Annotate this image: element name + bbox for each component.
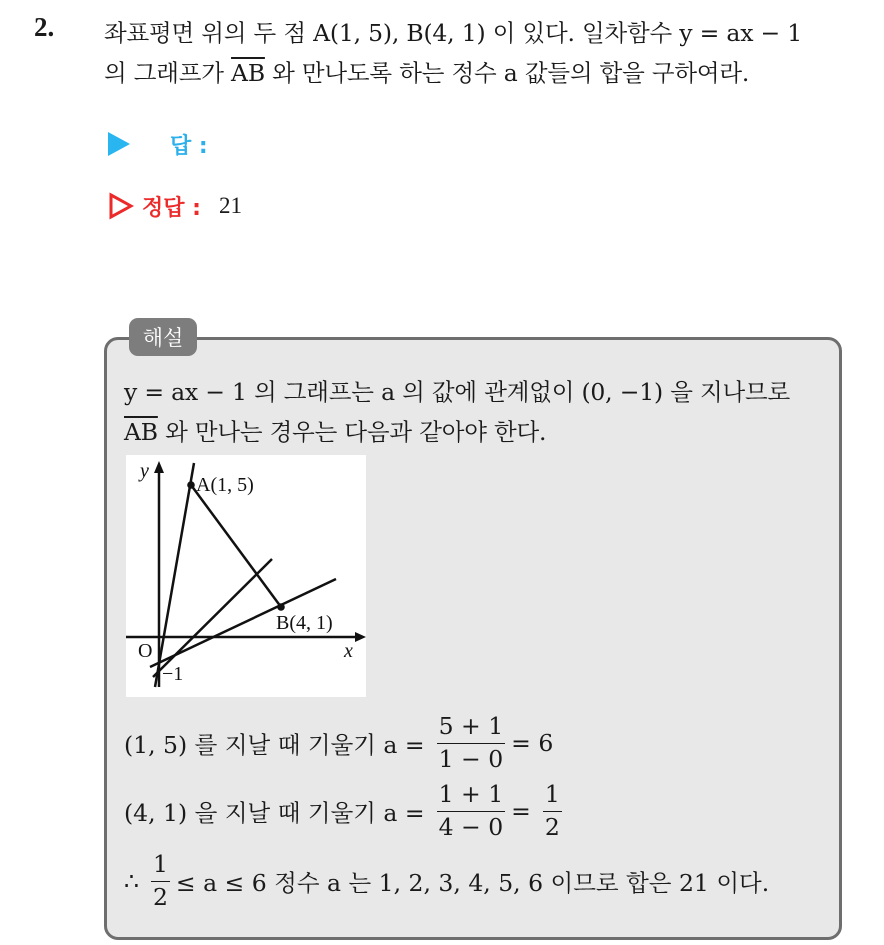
- line-graph: [126, 455, 366, 697]
- slope-row-2: [124, 778, 568, 844]
- solution-tag: 해설: [129, 318, 197, 356]
- conclusion-fraction: [151, 851, 170, 910]
- correct-answer-value: 21: [218, 193, 242, 218]
- slope-row-2-fraction: [437, 781, 506, 840]
- slope-row-2-text: (4, 1) 을 지날 때 기울기 a =: [124, 799, 425, 827]
- x-axis-label: x: [344, 640, 353, 662]
- slope-row-1-fraction: [437, 713, 506, 772]
- question-line-2: [104, 54, 749, 88]
- point-b-label: B(4, 1): [276, 612, 333, 634]
- solution-line-1: y = ax − 1 의 그래프는 a 의 값에 관계없이 (0, −1) 을 지나므로: [124, 378, 790, 406]
- fraction-denominator: 2: [544, 812, 560, 841]
- intercept-label: −1: [162, 663, 184, 685]
- answer-label: 답 :: [170, 133, 208, 159]
- origin-label: O: [138, 640, 153, 662]
- slope-row-1-result: = 6: [511, 729, 554, 757]
- fraction-denominator: 4 − 0: [438, 812, 504, 841]
- fraction-numerator: 1 + 1: [437, 781, 506, 811]
- point-a: [187, 481, 195, 489]
- point-a-label: A(1, 5): [196, 474, 254, 496]
- solution-segment-ab: $\overline{AB}$: [124, 418, 158, 446]
- question-line-2-post: 와 만나도록 하는 정수 a 값들의 합을 구하여라.: [264, 59, 750, 87]
- slope-row-2-result-fraction: [543, 781, 562, 840]
- solution-line-2-post: 와 만나는 경우는 다음과 같아야 한다.: [157, 418, 547, 446]
- correct-answer-row: [108, 190, 242, 222]
- x-axis-arrow: [355, 632, 366, 642]
- answer-row: [108, 128, 208, 160]
- conclusion-row: [124, 848, 775, 914]
- slope-row-1: [124, 710, 559, 776]
- fraction-numerator: 5 + 1: [437, 713, 506, 743]
- equals-sign: =: [511, 797, 531, 825]
- line-through-a: [155, 463, 194, 687]
- play-triangle-icon: [108, 132, 130, 156]
- fraction-denominator: 2: [152, 882, 168, 911]
- outline-triangle-icon: [108, 192, 134, 220]
- segment-ab-label: $\overline{AB}$: [231, 59, 265, 87]
- therefore-symbol: ∴: [124, 867, 139, 895]
- correct-answer-label: 정답 :: [142, 195, 201, 221]
- point-b: [277, 603, 285, 611]
- conclusion-text: ≤ a ≤ 6 정수 a 는 1, 2, 3, 4, 5, 6 이므로 합은 21 이다.: [175, 869, 770, 897]
- y-axis-arrow: [154, 461, 164, 473]
- slope-row-1-text: (1, 5) 를 지날 때 기울기 a =: [124, 731, 425, 759]
- question-number: 2.: [34, 12, 55, 42]
- question-line-2-pre: 의 그래프가: [104, 59, 232, 87]
- fraction-numerator: 1: [151, 851, 170, 881]
- question-line-1: 좌표평면 위의 두 점 A(1, 5), B(4, 1) 이 있다. 일차함수 y = ax − 1: [104, 19, 803, 47]
- solution-line-2: [124, 413, 546, 447]
- fraction-denominator: 1 − 0: [438, 744, 504, 773]
- y-axis-label: y: [140, 460, 149, 482]
- segment-ab: [191, 485, 281, 607]
- fraction-numerator: 1: [543, 781, 562, 811]
